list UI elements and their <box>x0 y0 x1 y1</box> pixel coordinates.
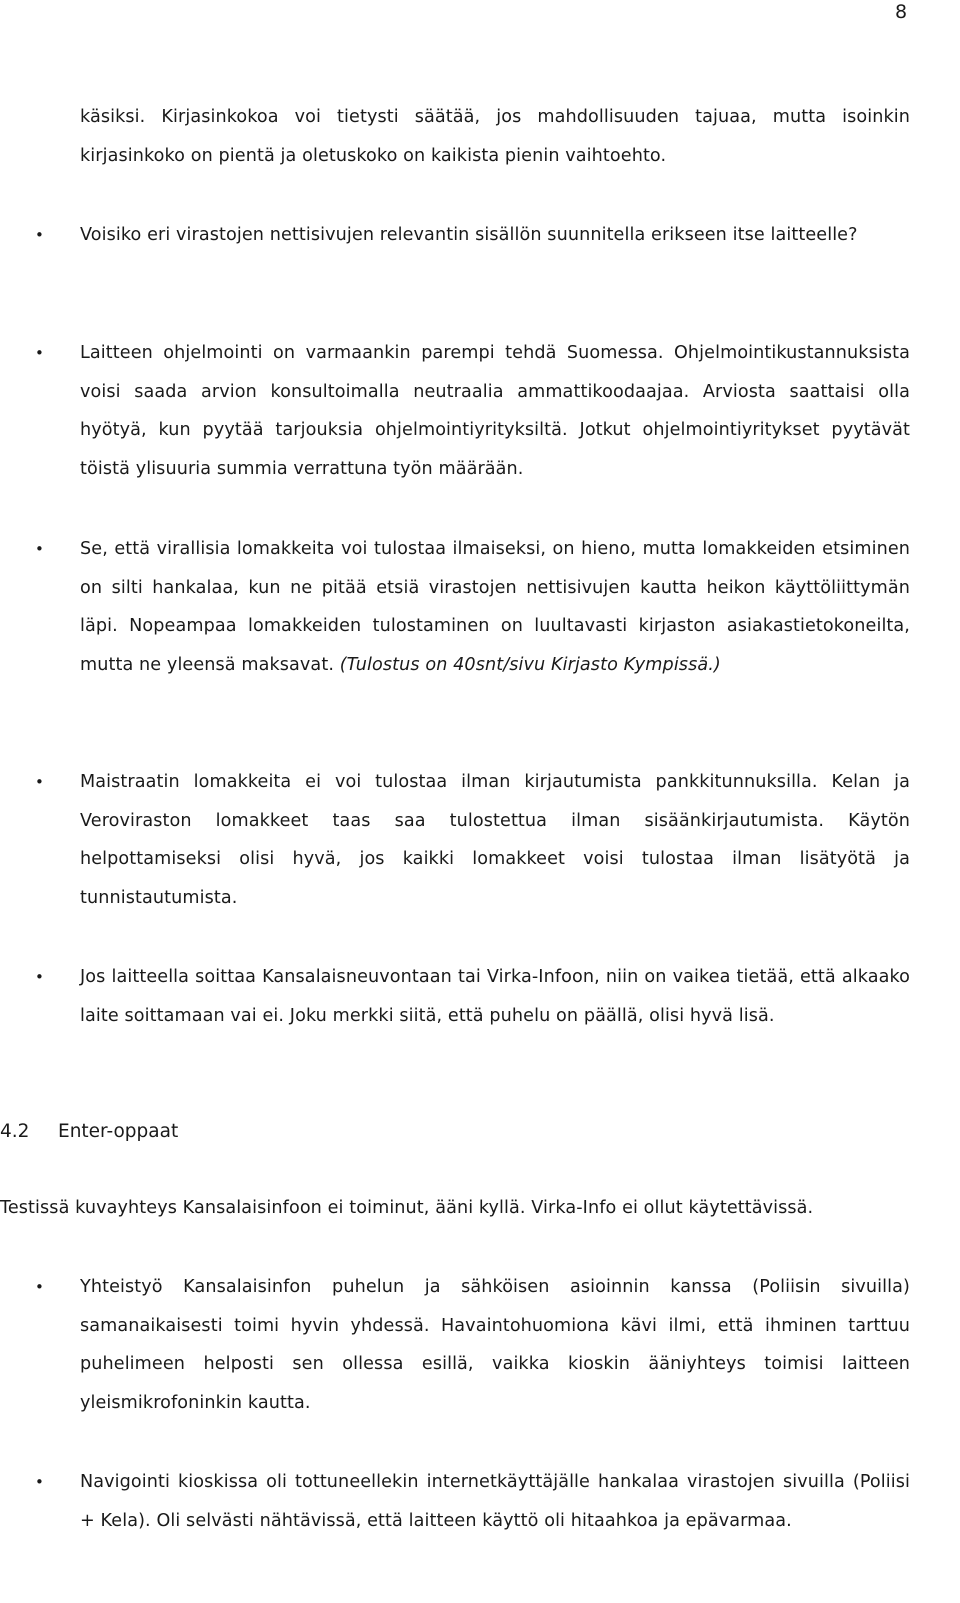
bullet-icon: • <box>35 1278 44 1296</box>
list-item <box>80 958 910 1035</box>
list-item-text: Laitteen ohjelmointi on varmaankin parempi tehdä Suomessa. Ohjelmointikustannuksista voisi saada arvion konsultoimalla neutraalia ammattikoodaajaa. Arviosta saattaisi olla hyötyä, kun pyytää tarjouksia ohjelmointiyrityksiltä. Jotkut ohjelmointiyritykset pyytävät töistä ylisuuria summia verrattuna työn määrään. <box>80 343 910 479</box>
continuation-text: käsiksi. Kirjasinkokoa voi tietysti säätää, jos mahdollisuuden tajuaa, mutta isoinkin kirjasinkoko on pientä ja oletuskoko on kaikista pienin vaihtoehto. <box>80 107 910 166</box>
page-number: 8 <box>895 1 908 23</box>
list-item-text: Se, että virallisia lomakkeita voi tulostaa ilmaiseksi, on hieno, mutta lomakkeiden etsiminen on silti hankalaa, kun ne pitää etsiä virastojen nettisivujen kautta heikon käyttöliittymän läpi. Nopeampaa lomakkeiden tulostaminen on luultavasti kirjaston asiakastietokoneilta, mutta ne yleensä maksavat. <box>80 539 910 675</box>
bullet-icon: • <box>35 344 44 362</box>
bullet-icon: • <box>35 226 44 244</box>
list-item-italic-note: (Tulostus on 40snt/sivu Kirjasto Kympissä.) <box>339 654 721 675</box>
list-item <box>80 1463 910 1540</box>
bullet-icon: • <box>35 968 44 986</box>
section-title: Enter-oppaat <box>58 1121 179 1142</box>
list-item <box>80 1268 910 1422</box>
list-item <box>80 763 910 917</box>
bullet-icon: • <box>35 773 44 791</box>
list-item <box>80 334 910 488</box>
list-item <box>80 530 910 684</box>
bullet-icon: • <box>35 1473 44 1491</box>
continuation-paragraph <box>80 98 910 175</box>
bullet-icon: • <box>35 540 44 558</box>
list-item-text: Jos laitteella soittaa Kansalaisneuvontaan tai Virka-Infoon, niin on vaikea tietää, että alkaako laite soittamaan vai ei. Joku merkki siitä, että puhelu on päällä, olisi hyvä lisä. <box>80 967 910 1026</box>
list-item-text: Maistraatin lomakkeita ei voi tulostaa ilman kirjautumista pankkitunnuksilla. Kelan ja Veroviraston lomakkeet taas saa tulostettua ilman sisäänkirjautumista. Käytön helpottamiseksi olisi hyvä, jos kaikki lomakkeet voisi tulostaa ilman lisätyötä ja tunnistautumista. <box>80 772 910 908</box>
section-number: 4.2 <box>0 1121 30 1142</box>
intro-paragraph <box>0 1189 930 1228</box>
intro-text: Testissä kuvayhteys Kansalaisinfoon ei toiminut, ääni kyllä. Virka-Info ei ollut käytettävissä. <box>0 1198 814 1218</box>
list-item-text: Navigointi kioskissa oli tottuneellekin internetkäyttäjälle hankalaa virastojen sivuilla (Poliisi + Kela). Oli selvästi nähtävissä, että laitteen käyttö oli hitaahkoa ja epävarmaa. <box>80 1472 910 1531</box>
list-item-text: Voisiko eri virastojen nettisivujen relevantin sisällön suunnitella erikseen itse laitteelle? <box>80 225 858 245</box>
list-item <box>80 216 910 255</box>
section-heading <box>0 1113 900 1151</box>
list-item-text: Yhteistyö Kansalaisinfon puhelun ja sähköisen asioinnin kanssa (Poliisin sivuilla) samanaikaisesti toimi hyvin yhdessä. Havaintohuomiona kävi ilmi, että ihminen tarttuu puhelimeen helposti sen ollessa esillä, vaikka kioskin ääniyhteys toimisi laitteen yleismikrofoninkin kautta. <box>80 1277 910 1413</box>
